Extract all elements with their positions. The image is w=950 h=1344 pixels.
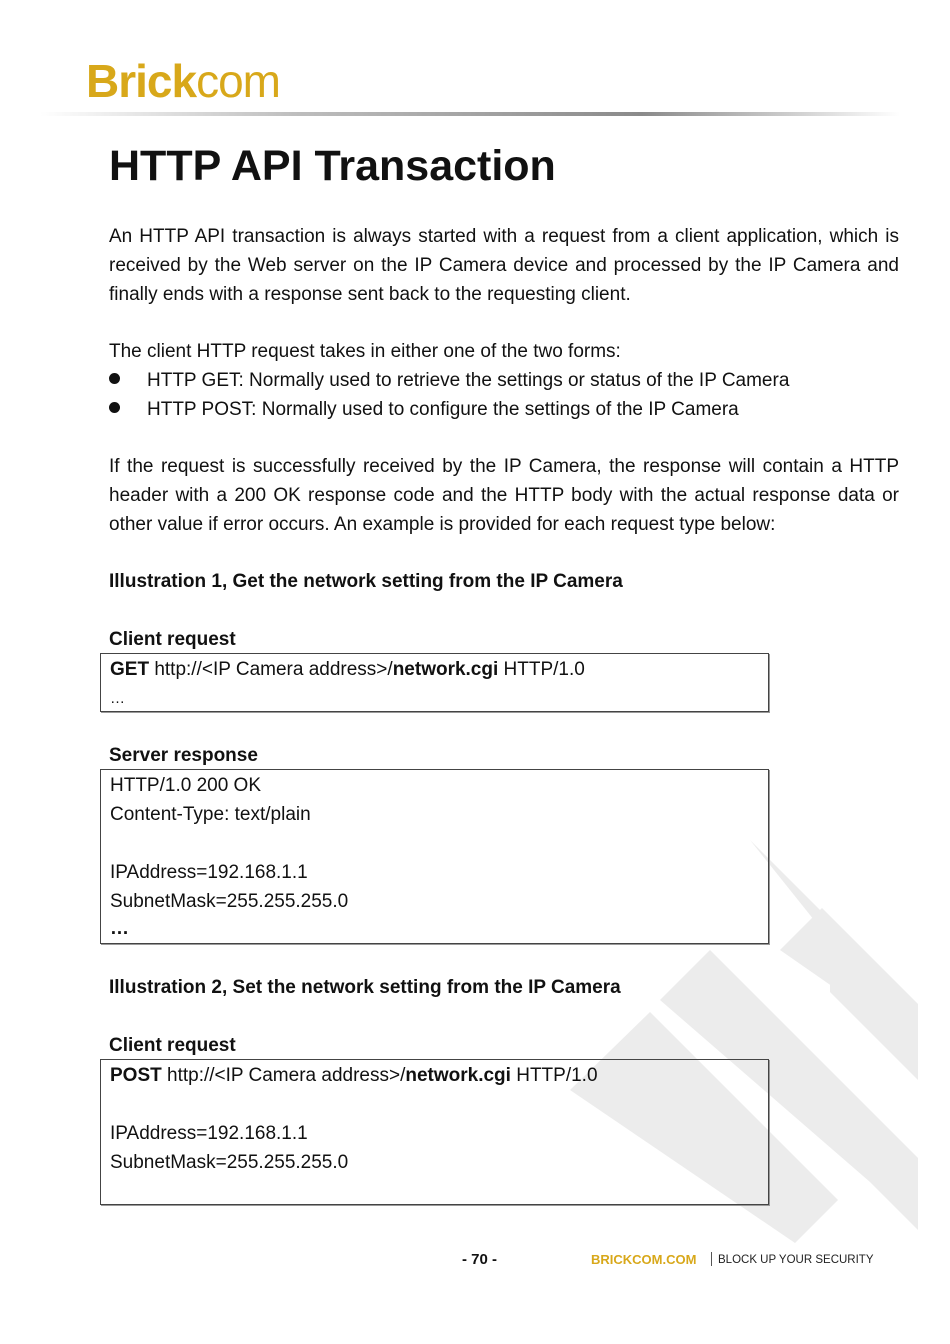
- footer-separator: [711, 1252, 712, 1266]
- bullet-item: [109, 366, 789, 395]
- protocol: HTTP/1.0: [498, 659, 585, 680]
- status-line: HTTP/1.0 200 OK: [110, 775, 262, 796]
- cgi-name: network.cgi: [405, 1065, 511, 1086]
- client-request-box: [100, 653, 769, 712]
- header-divider: [40, 112, 900, 116]
- logo-bold-text: Brick: [86, 55, 197, 107]
- bullet-text: HTTP GET: Normally used to retrieve the settings or status of the IP Camera: [147, 370, 790, 391]
- client-request-box: [100, 1059, 769, 1205]
- page-number: - 70 -: [462, 1251, 498, 1268]
- bullet-dot: [109, 402, 120, 413]
- subnet-mask-line: SubnetMask=255.255.255.0: [110, 891, 349, 912]
- ellipsis: …: [110, 690, 125, 707]
- footer-site: BRICKCOM.COM: [591, 1252, 697, 1267]
- page-title: HTTP API Transaction: [109, 142, 556, 190]
- request-line: [110, 655, 585, 684]
- content-type-line: Content-Type: text/plain: [110, 804, 311, 825]
- request-line: [110, 1061, 598, 1090]
- protocol: HTTP/1.0: [510, 1065, 598, 1086]
- intro-paragraph: An HTTP API transaction is always started with a request from a client application, which is received by the Web server on the IP Camera device and processed by the IP Camera and finally ends with a response sent back to the requesting client.: [109, 226, 899, 305]
- illustration-1-heading: Illustration 1, Get the network setting from the IP Camera: [109, 571, 623, 592]
- url-prefix: http://<IP Camera address>/: [149, 659, 393, 680]
- client-request-label: Client request: [109, 1035, 236, 1056]
- cgi-name: network.cgi: [392, 659, 499, 680]
- bullet-item: [109, 395, 739, 424]
- response-paragraph: If the request is successfully received by the IP Camera, the response will contain a HTTP header with a 200 OK response code and the HTTP body with the actual response data or other value if error occurs. An example is provided for each request type below:: [109, 456, 899, 535]
- bullet-text: HTTP POST: Normally used to configure the settings of the IP Camera: [147, 399, 739, 420]
- footer-slogan: BLOCK UP YOUR SECURITY: [718, 1254, 874, 1266]
- url-prefix: http://<IP Camera address>/: [161, 1065, 406, 1086]
- logo-light-text: com: [196, 55, 280, 107]
- forms-intro: The client HTTP request takes in either one of the two forms:: [109, 341, 621, 362]
- ellipsis: …: [110, 918, 129, 939]
- subnet-mask-line: SubnetMask=255.255.255.0: [110, 1152, 349, 1173]
- ip-address-line: IPAddress=192.168.1.1: [110, 862, 308, 883]
- illustration-2-heading: Illustration 2, Set the network setting from the IP Camera: [109, 977, 621, 998]
- http-method: POST: [110, 1065, 162, 1086]
- bullet-dot: [109, 373, 120, 384]
- http-method: GET: [110, 659, 150, 680]
- brickcom-logo: [86, 55, 280, 107]
- client-request-label: Client request: [109, 629, 236, 650]
- server-response-box: [100, 769, 769, 944]
- ip-address-line: IPAddress=192.168.1.1: [110, 1123, 308, 1144]
- server-response-label: Server response: [109, 745, 258, 766]
